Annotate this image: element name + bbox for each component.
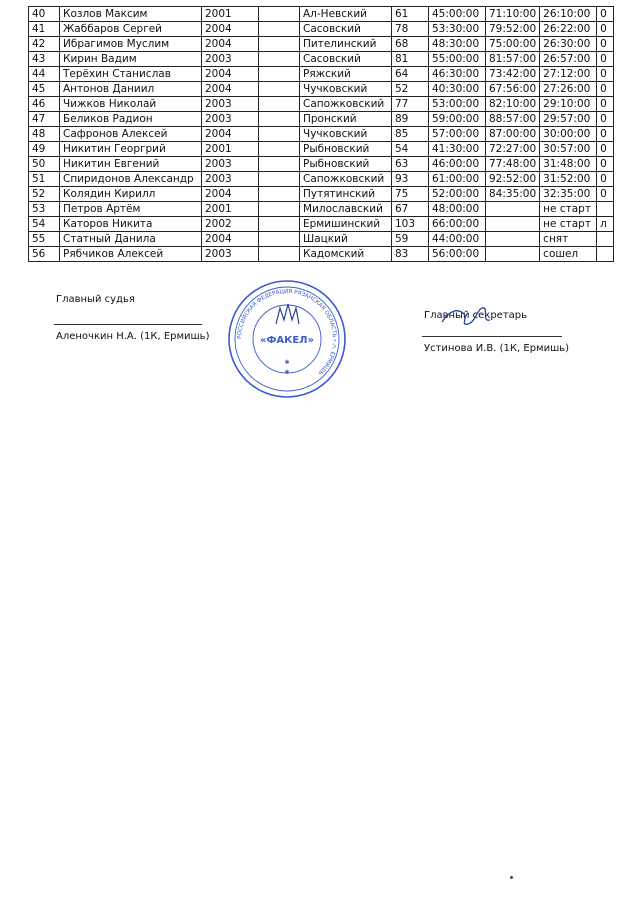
bib-number: 77 [392,97,429,112]
result-time: 29:10:00 [540,97,597,112]
birth-year: 2003 [202,247,259,262]
start-time: 45:00:00 [429,7,486,22]
athlete-name: Никитин Георгрий [60,142,202,157]
table-row [29,52,614,67]
bib-number: 59 [392,232,429,247]
row-number: 52 [29,187,60,202]
penalty [597,247,614,262]
result-time: 26:57:00 [540,52,597,67]
athlete-name: Беликов Радион [60,112,202,127]
bib-number: 75 [392,187,429,202]
start-time: 61:00:00 [429,172,486,187]
start-time: 56:00:00 [429,247,486,262]
district: Сасовский [300,22,392,37]
athlete-name: Жаббаров Сергей [60,22,202,37]
chief-judge-signature-line [54,324,202,325]
penalty: 0 [597,37,614,52]
finish-time: 77:48:00 [486,157,540,172]
bib-number: 78 [392,22,429,37]
start-time: 57:00:00 [429,127,486,142]
chief-judge-title: Главный судья [56,294,135,305]
district: Чучковский [300,127,392,142]
chief-secretary-name: Устинова И.В. (1К, Ермишь) [424,343,570,354]
row-number: 40 [29,7,60,22]
athlete-name: Кирин Вадим [60,52,202,67]
blank-cell [259,127,300,142]
bib-number: 89 [392,112,429,127]
birth-year: 2004 [202,37,259,52]
district: Ряжский [300,67,392,82]
penalty [597,232,614,247]
birth-year: 2003 [202,112,259,127]
row-number: 48 [29,127,60,142]
district: Чучковский [300,82,392,97]
penalty: 0 [597,22,614,37]
finish-time [486,247,540,262]
athlete-name: Сафронов Алексей [60,127,202,142]
results-table-body [29,7,614,262]
table-row [29,157,614,172]
finish-time: 71:10:00 [486,7,540,22]
row-number: 45 [29,82,60,97]
result-time: 30:00:00 [540,127,597,142]
bib-number: 93 [392,172,429,187]
birth-year: 2004 [202,187,259,202]
row-number: 47 [29,112,60,127]
stamp-ring-text: РОССИЙСКАЯ ФЕДЕРАЦИЯ РЯЗАНСКАЯ ОБЛАСТЬ г.п. ЕРМИШЬ [236,288,338,376]
birth-year: 2003 [202,157,259,172]
birth-year: 2002 [202,217,259,232]
blank-cell [259,112,300,127]
start-time: 52:00:00 [429,187,486,202]
penalty: 0 [597,127,614,142]
blank-cell [259,37,300,52]
district: Рыбновский [300,157,392,172]
athlete-name: Чижков Николай [60,97,202,112]
penalty: 0 [597,187,614,202]
table-row [29,202,614,217]
bib-number: 64 [392,67,429,82]
penalty: 0 [597,172,614,187]
bib-number: 61 [392,7,429,22]
result-time: 26:22:00 [540,22,597,37]
athlete-name: Каторов Никита [60,217,202,232]
athlete-name: Терёхин Станислав [60,67,202,82]
finish-time [486,217,540,232]
finish-time: 67:56:00 [486,82,540,97]
finish-time: 72:27:00 [486,142,540,157]
row-number: 54 [29,217,60,232]
district: Ал-Невский [300,7,392,22]
finish-time: 82:10:00 [486,97,540,112]
start-time: 66:00:00 [429,217,486,232]
row-number: 53 [29,202,60,217]
birth-year: 2001 [202,202,259,217]
birth-year: 2004 [202,22,259,37]
bib-number: 68 [392,37,429,52]
start-time: 48:00:00 [429,202,486,217]
blank-cell [259,67,300,82]
start-time: 55:00:00 [429,52,486,67]
finish-time [486,202,540,217]
blank-cell [259,172,300,187]
table-row [29,97,614,112]
athlete-name: Колядин Кирилл [60,187,202,202]
result-time: 30:57:00 [540,142,597,157]
table-row [29,142,614,157]
athlete-name: Петров Артём [60,202,202,217]
finish-time: 88:57:00 [486,112,540,127]
blank-cell [259,187,300,202]
finish-time: 84:35:00 [486,187,540,202]
bib-number: 67 [392,202,429,217]
result-time: не старт [540,217,597,232]
penalty: 0 [597,67,614,82]
penalty [597,202,614,217]
stamp-star-icon: ✱ [284,369,290,376]
scan-speck [510,876,513,879]
result-time: 29:57:00 [540,112,597,127]
birth-year: 2003 [202,97,259,112]
start-time: 59:00:00 [429,112,486,127]
bib-number: 85 [392,127,429,142]
district: Сасовский [300,52,392,67]
athlete-name: Козлов Максим [60,7,202,22]
row-number: 43 [29,52,60,67]
start-time: 44:00:00 [429,232,486,247]
finish-time [486,232,540,247]
result-time: 32:35:00 [540,187,597,202]
bib-number: 63 [392,157,429,172]
organization-stamp [226,278,348,400]
blank-cell [259,232,300,247]
table-row [29,232,614,247]
bib-number: 81 [392,52,429,67]
district: Милославский [300,202,392,217]
blank-cell [259,7,300,22]
district: Кадомский [300,247,392,262]
start-time: 53:00:00 [429,97,486,112]
table-row [29,127,614,142]
row-number: 44 [29,67,60,82]
penalty: 0 [597,112,614,127]
penalty: 0 [597,82,614,97]
district: Сапожковский [300,172,392,187]
birth-year: 2003 [202,172,259,187]
row-number: 42 [29,37,60,52]
table-row [29,67,614,82]
result-time: снят [540,232,597,247]
athlete-name: Рябчиков Алексей [60,247,202,262]
blank-cell [259,97,300,112]
bib-number: 103 [392,217,429,232]
district: Путятинский [300,187,392,202]
birth-year: 2001 [202,142,259,157]
start-time: 48:30:00 [429,37,486,52]
district: Сапожковский [300,97,392,112]
row-number: 41 [29,22,60,37]
finish-time: 87:00:00 [486,127,540,142]
table-row [29,172,614,187]
bib-number: 83 [392,247,429,262]
finish-time: 73:42:00 [486,67,540,82]
penalty: 0 [597,142,614,157]
table-row [29,22,614,37]
penalty: 0 [597,157,614,172]
table-row [29,112,614,127]
chief-judge-name: Аленочкин Н.А. (1К, Ермишь) [56,331,210,342]
birth-year: 2004 [202,82,259,97]
penalty: 0 [597,52,614,67]
row-number: 46 [29,97,60,112]
blank-cell [259,247,300,262]
blank-cell [259,142,300,157]
athlete-name: Антонов Даниил [60,82,202,97]
result-time: 27:12:00 [540,67,597,82]
finish-time: 79:52:00 [486,22,540,37]
bib-number: 54 [392,142,429,157]
handwritten-signature [438,300,498,334]
row-number: 51 [29,172,60,187]
start-time: 40:30:00 [429,82,486,97]
blank-cell [259,52,300,67]
district: Пронский [300,112,392,127]
blank-cell [259,82,300,97]
blank-cell [259,157,300,172]
result-time: 26:30:00 [540,37,597,52]
table-row [29,187,614,202]
results-table [28,6,614,262]
penalty: 0 [597,7,614,22]
athlete-name: Ибрагимов Муслим [60,37,202,52]
table-row [29,37,614,52]
result-time: не старт [540,202,597,217]
stamp-signature-mark [276,304,299,324]
district: Рыбновский [300,142,392,157]
row-number: 50 [29,157,60,172]
blank-cell [259,217,300,232]
start-time: 53:30:00 [429,22,486,37]
birth-year: 2004 [202,232,259,247]
row-number: 55 [29,232,60,247]
row-number: 56 [29,247,60,262]
start-time: 46:00:00 [429,157,486,172]
birth-year: 2003 [202,52,259,67]
stamp-star-icon: ✱ [284,359,290,366]
bib-number: 52 [392,82,429,97]
table-row [29,7,614,22]
finish-time: 75:00:00 [486,37,540,52]
birth-year: 2004 [202,67,259,82]
result-time: 26:10:00 [540,7,597,22]
finish-time: 92:52:00 [486,172,540,187]
finish-time: 81:57:00 [486,52,540,67]
result-time: 27:26:00 [540,82,597,97]
stamp-center-text: «ФАКЕЛ» [260,335,314,346]
result-time: сошел [540,247,597,262]
athlete-name: Никитин Евгений [60,157,202,172]
start-time: 46:30:00 [429,67,486,82]
district: Шацкий [300,232,392,247]
table-row [29,247,614,262]
result-time: 31:52:00 [540,172,597,187]
start-time: 41:30:00 [429,142,486,157]
blank-cell [259,22,300,37]
chief-secretary-title: Главный секретарь [424,310,528,321]
birth-year: 2001 [202,7,259,22]
row-number: 49 [29,142,60,157]
district: Ермишинский [300,217,392,232]
penalty: 0 [597,97,614,112]
table-row [29,217,614,232]
result-time: 31:48:00 [540,157,597,172]
table-row [29,82,614,97]
birth-year: 2004 [202,127,259,142]
athlete-name: Статный Данила [60,232,202,247]
district: Пителинский [300,37,392,52]
chief-secretary-signature-line [422,336,562,337]
blank-cell [259,202,300,217]
penalty: л [597,217,614,232]
athlete-name: Спиридонов Александр [60,172,202,187]
